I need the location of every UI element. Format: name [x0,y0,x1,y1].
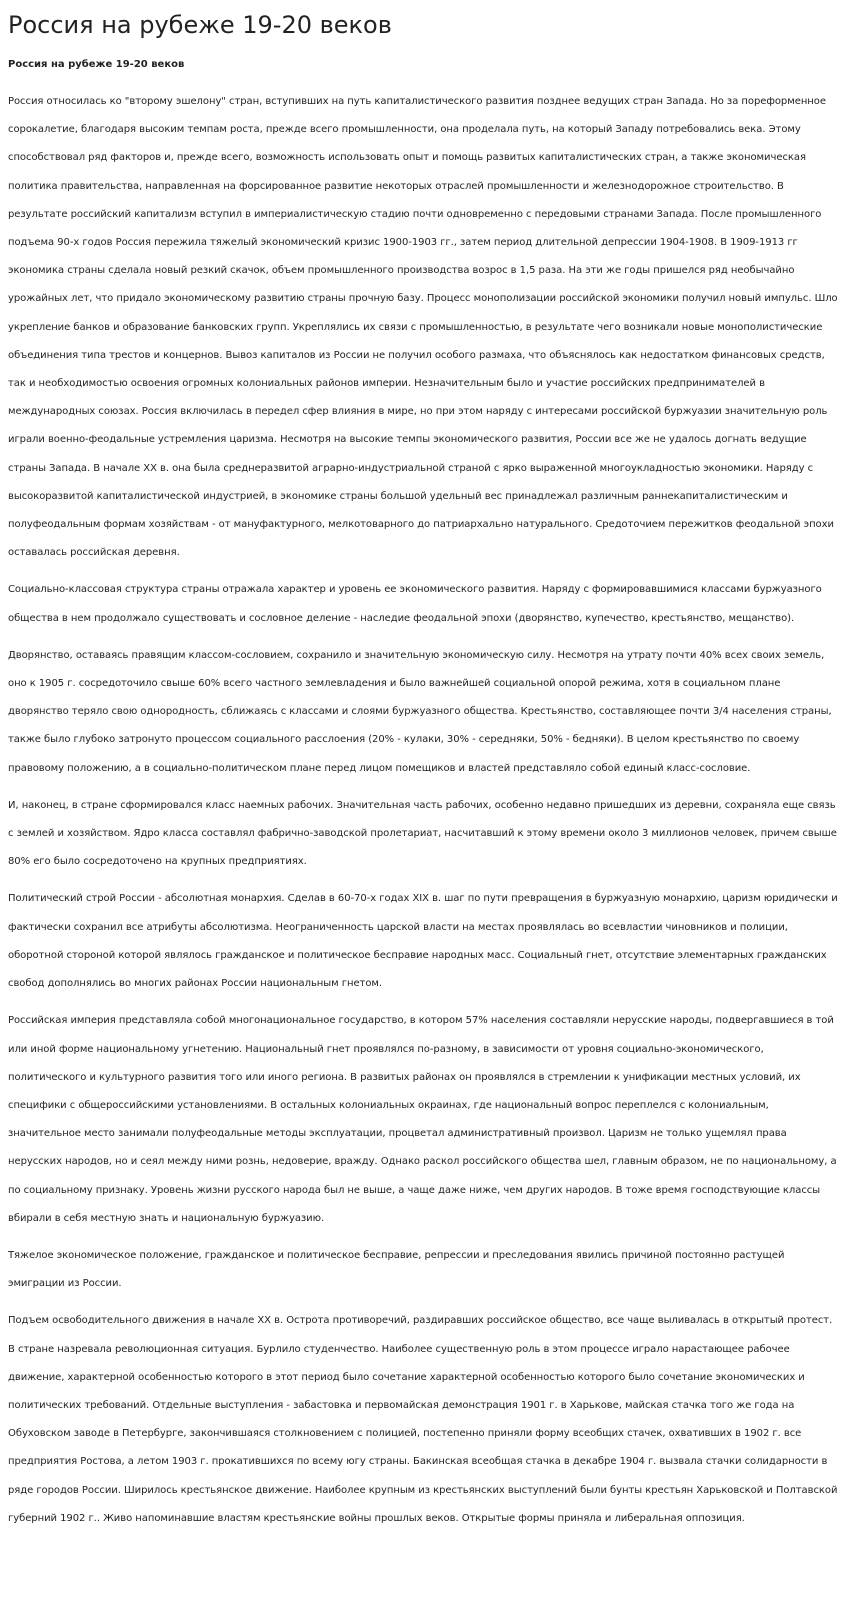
paragraph-national-question: Российская империя представляла собой многонациональное государство, в котором 57% населения составляли нерусские народы, подвергавшиеся в той или иной форме национальному угнетению. Национальный гнет проявлялся по-разному, в зависимости от уровня социально-экономического, политического и культурного развития того или иного региона. В развитых районах он проявлялся в стремлении к унификации местных условий, их специфики с общероссийскими установлениями. В остальных колониальных окраинах, где национальный вопрос переплелся с колониальным, значительное место занимали полуфеодальные методы эксплуатации, процветал административный произвол. Царизм не только ущемлял права нерусских народов, но и сеял между ними рознь, недоверие, вражду. Однако раскол российского общества шел, главным образом, не по национальному, а по социальному признаку. Уровень жизни русского народа был не выше, а чаще даже ниже, чем других народов. В тоже время господствующие классы вбирали в себя местную знать и национальную буржуазию. [8,1015,837,1224]
paragraph-nobility-peasantry: Дворянство, оставаясь правящим классом-сословием, сохранило и значительную экономическую силу. Несмотря на утрату почти 40% всех своих земель, оно к 1905 г. сосредоточило свыше 60% всего частного землевладения и было важнейшей социальной опорой режима, хотя в социальном плане дворянство теряло свою однородность, сближаясь с классами и слоями буржуазного общества. Крестьянство, составляющее почти 3/4 населения страны, также было глубоко затронуто процессом социального расслоения (20% - кулаки, 30% - середняки, 50% - бедняки). В целом крестьянство по своему правовому положению, а в социально-политическом плане перед лицом помещиков и властей представляло собой единый класс-сословие. [8,649,832,774]
paragraph-liberation-movement: Подъем освободительного движения в начале XX в. Острота противоречий, раздиравших российское общество, все чаще выливалась в открытый протест. В стране назревала революционная ситуация. Бурлило студенчество. Наиболее существенную роль в этом процессе играло нарастающее рабочее движение, характерной особенностью которого в этот период было сочетание характерной особенностью которого было сочетание экономических и политических требований. Отдельные выступления - забастовка и первомайская демонстрация 1901 г. в Харькове, майская стачка того же года на Обуховском заводе в Петербурге, закончившаяся столкновением с полицией, постепенно приняли форму всеобщих стачек, охвативших в 1902 г. все предприятия Ростова, а летом 1903 г. прокатившихся по всему югу страны. Бакинская всеобщая стачка в декабре 1904 г. вызвала стачки солидарности в ряде городов России. Ширилось крестьянское движение. Наиболее крупным из крестьянских выступлений были бунты крестьян Харьковской и Полтавской губерний 1902 г.. Живо напоминавшие властям крестьянские войны прошлых веков. Открытые формы приняла и либеральная оппозиция. [8,1315,838,1524]
paragraph-emigration: Тяжелое экономическое положение, гражданское и политическое бесправие, репрессии и преследования явились причиной постоянно растущей эмиграции из России. [8,1249,785,1290]
paragraph-social-structure: Социально-классовая структура страны отражала характер и уровень ее экономического развития. Наряду с формировавшимися классами буржуазного общества в нем продолжало существовать и сословное деление - наследие феодальной эпохи (дворянство, купечество, крестьянство, мещанство). [8,584,822,624]
article-subtitle: Россия на рубеже 19-20 веков [8,59,185,70]
paragraph-workers: И, наконец, в стране сформировался класс наемных рабочих. Значительная часть рабочих, особенно недавно пришедших из деревни, сохраняла еще связь с землей и хозяйством. Ядро класса составлял фабрично-заводской пролетариат, насчитавший к этому времени около 3 миллионов человек, причем свыше 80% его было сосредоточено на крупных предприятиях. [8,799,837,868]
paragraph-political-system: Политический строй России - абсолютная монархия. Сделав в 60-70-х годах XIX в. шаг по пути превращения в буржуазную монархию, царизм юридически и фактически сохранил все атрибуты абсолютизма. Неограниченность царской власти на местах проявлялась во всевластии чиновников и полиции, оборотной стороной которой являлось гражданское и политическое бесправие народных масс. Социальный гнет, отсутствие элементарных гражданских свобод дополнялись во многих районах России национальным гнетом. [8,893,838,990]
page-title: Россия на рубеже 19-20 веков [8,11,392,39]
paragraph-economy: Россия относилась ко "второму эшелону" стран, вступивших на путь капиталистического развития позднее ведущих стран Запада. Но за пореформенное сорокалетие, благодаря высоким темпам роста, прежде всего промышленности, она проделала путь, на который Западу потребовались века. Этому способствовал ряд факторов и, прежде всего, возможность использовать опыт и помощь развитых капиталистических стран, а также экономическая политика правительства, направленная на форсированное развитие некоторых отраслей промышленности и железнодорожное строительство. В результате российский капитализм вступил в империалистическую стадию почти одновременно с передовыми странами Запада. После промышленного подъема 90-х годов Россия пережила тяжелый экономический кризис 1900-1903 гг., затем период длительной депрессии 1904-1908. В 1909-1913 гг экономика страны сделала новый резкий скачок, объем промышленного производства возрос в 1,5 раза. На эти же годы пришелся ряд необычайно урожайных лет, что придало экономическому развитию страны прочную базу. Процесс монополизации российской экономики получил новый импульс. Шло укрепление банков и образование банковских групп. Укреплялись их связи с промышленностью, в результате чего возникали новые монополистические объединения типа трестов и концернов. Вывоз капиталов из России не получил особого размаха, что объяснялось как недостатком финансовых средств, так и необходимостью освоения огромных колониальных районов империи. Незначительным было и участие российских предпринимателей в международных союзах. Россия включилась в передел сфер влияния в мире, но при этом наряду с интересами российской буржуазии значительную роль играли военно-феодальные устремления царизма. Несмотря на высокие темпы экономического развития, России все же не удалось догнать ведущие страны Запада. В начале XX в. она была среднеразвитой аграрно-индустриальной страной с ярко выраженной многоукладностью экономики. Наряду с высокоразвитой капиталистической индустрией, в экономике страны большой удельный вес принадлежал различным раннекапиталистическим и полуфеодальным формам хозяйствам - от мануфактурного, мелкотоварного до патриархально натурального. Средоточием пережитков феодальной эпохи оставалась российская деревня. [8,96,838,559]
